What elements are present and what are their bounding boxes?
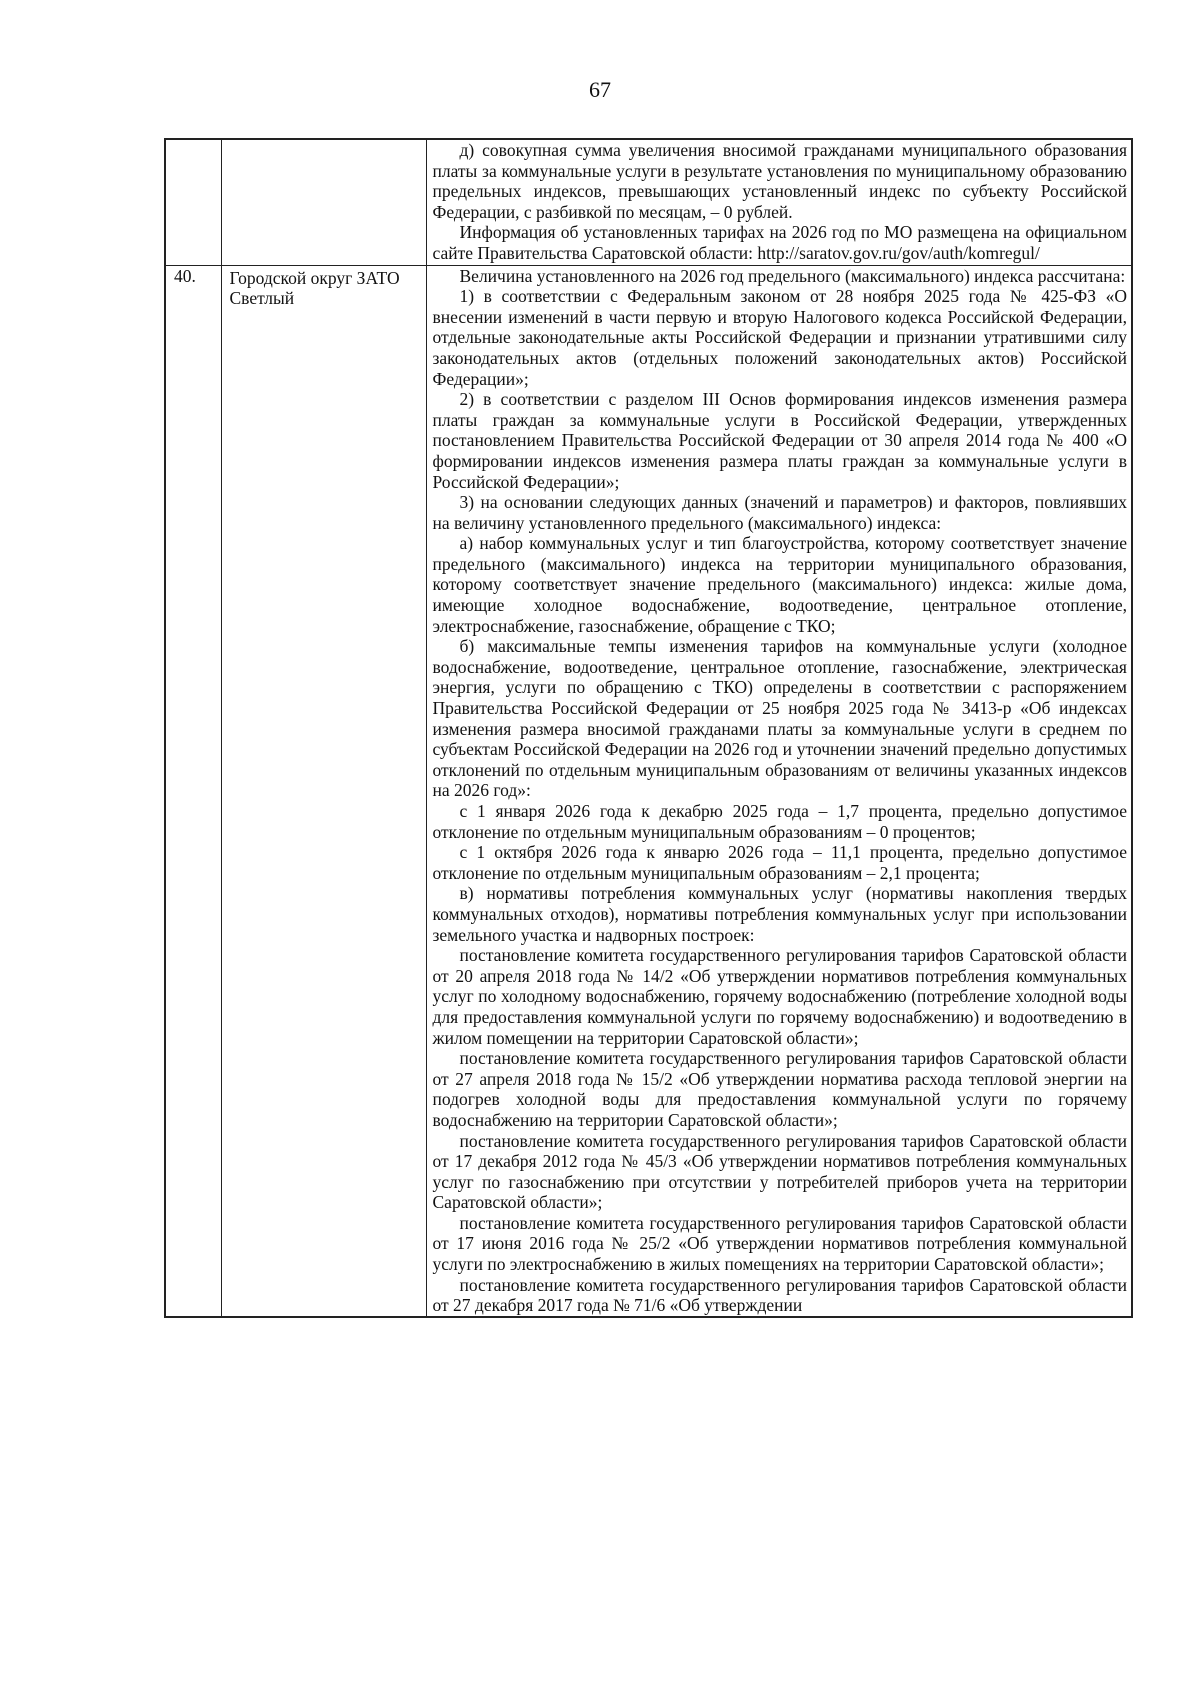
paragraph: постановление комитета государственного регулирования тарифов Саратовской области от 20 апреля 2018 года № 14/2 «Об утверждении нормативов потребления коммунальных услуг по холодному водоснабжению, горячему водоснабжению (потребление холодной воды для предоставления коммунальной услуги по горячему водоснабжению) и водоотведению в жилом помещении на территории Саратовской области»; xyxy=(432,945,1127,1048)
description-cell xyxy=(426,265,1132,1317)
description-cell xyxy=(426,139,1132,265)
document-table xyxy=(164,138,1133,1318)
paragraph: постановление комитета государственного регулирования тарифов Саратовской области от 27 декабря 2017 года № 71/6 «Об утверждении xyxy=(432,1274,1127,1316)
paragraph: 2) в соответствии с разделом III Основ формирования индексов изменения размера платы граждан за коммунальные услуги в Российской Федерации, утвержденных постановлением Правительства Российской Федерации от 30 апреля 2014 года № 400 «О формировании индексов изменения размера платы граждан за коммунальные услуги в Российской Федерации»; xyxy=(432,389,1127,492)
paragraph: 1) в соответствии с Федеральным законом от 28 ноября 2025 года № 425-ФЗ «О внесении изменений в части первую и вторую Налогового кодекса Российской Федерации, отдельные законодательные акты Российской Федерации и признании утратившими силу законодательных актов (отдельных положений законодательных актов) Российской Федерации»; xyxy=(432,286,1127,389)
page-number: 67 xyxy=(589,77,611,102)
paragraph: постановление комитета государственного регулирования тарифов Саратовской области от 27 апреля 2018 года № 15/2 «Об утверждении норматива расхода тепловой энергии на подогрев холодной воды для предоставления коммунальной услуги по горячему водоснабжению на территории Саратовской области»; xyxy=(432,1048,1127,1130)
paragraph: с 1 января 2026 года к декабрю 2025 года – 1,7 процента, предельно допустимое отклонение по отдельным муниципальным образованиям – 0 процентов; xyxy=(432,801,1127,842)
paragraph: постановление комитета государственного регулирования тарифов Саратовской области от 17 июня 2016 года № 25/2 «Об утверждении нормативов потребления коммунальной услуги по электроснабжению в жилых помещениях на территории Саратовской области»; xyxy=(432,1212,1127,1275)
paragraph: б) максимальные темпы изменения тарифов на коммунальные услуги (холодное водоснабжение, водоотведение, центральное отопление, газоснабжение, электрическая энергия, услуги по обращению с ТКО) определены в соответствии с распоряжением Правительства Российской Федерации от 25 ноября 2025 года № 3413-р «Об индексах изменения размера вносимой гражданами платы за коммунальные услуги в среднем по субъектам Российской Федерации на 2026 год и уточнении значений предельно допустимых отклонений по отдельным муниципальным образованиям от величины указанных индексов на 2026 год»: xyxy=(432,636,1127,801)
paragraph: 3) на основании следующих данных (значений и параметров) и факторов, повлиявших на величину установленного предельного (максимального) индекса: xyxy=(432,492,1127,533)
row-number-cell: 40. xyxy=(165,265,221,1317)
table-row xyxy=(165,139,1132,265)
table-row xyxy=(165,265,1132,1317)
paragraph: постановление комитета государственного регулирования тарифов Саратовской области от 17 декабря 2012 года № 45/3 «Об утверждении нормативов потребления коммунальных услуг по газоснабжению при отсутствии у потребителей приборов учета на территории Саратовской области»; xyxy=(432,1130,1127,1213)
municipality-name-cell: Городской округ ЗАТО Светлый xyxy=(221,265,426,1317)
paragraph: с 1 октября 2026 года к январю 2026 года – 11,1 процента, предельно допустимое отклонение по отдельным муниципальным образованиям – 2,1 процента; xyxy=(432,842,1127,883)
paragraph: д) совокупная сумма увеличения вносимой гражданами муниципального образования платы за коммунальные услуги в результате установления по муниципальному образованию предельных индексов, превышающих установленный индекс по субъекту Российской Федерации, с разбивкой по месяцам, – 0 рублей. xyxy=(432,140,1127,222)
paragraph: в) нормативы потребления коммунальных услуг (нормативы накопления твердых коммунальных отходов), нормативы потребления коммунальных услуг при использовании земельного участка и надворных построек: xyxy=(432,883,1127,945)
paragraph: Величина установленного на 2026 год предельного (максимального) индекса рассчитана: xyxy=(459,265,1126,286)
paragraph: а) набор коммунальных услуг и тип благоустройства, которому соответствует значение предельного (максимального) индекса на территории муниципального образования, которому соответствует значение предельного (максимального) индекса: жилые дома, имеющие холодное водоснабжение, водоотведение, центральное отопление, электроснабжение, газоснабжение, обращение с ТКО; xyxy=(432,533,1127,636)
municipality-name-cell xyxy=(221,139,426,265)
paragraph: Информация об установленных тарифах на 2026 год по МО размещена на официальном сайте Правительства Саратовской области: http://saratov.gov.ru/gov/auth/komregul/ xyxy=(432,222,1127,263)
row-number-cell xyxy=(165,139,221,265)
